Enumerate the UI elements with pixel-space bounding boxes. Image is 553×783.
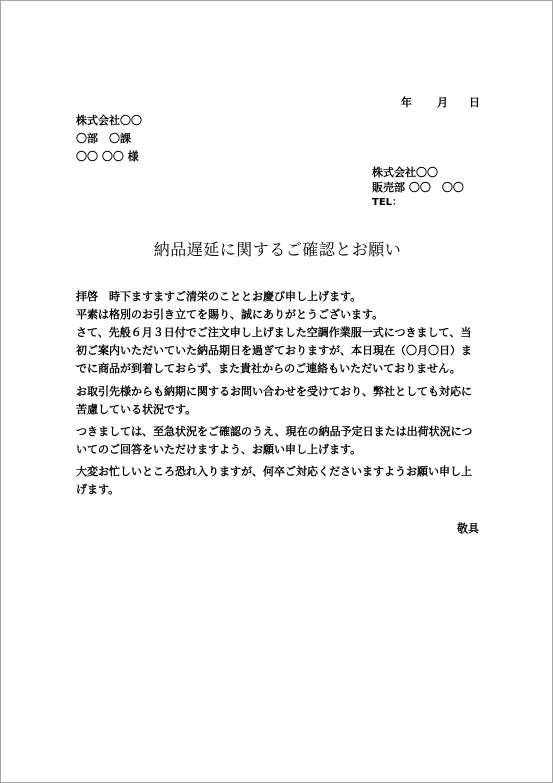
paragraph-line: 苦慮している状況です。: [76, 403, 197, 416]
paragraph-greeting: [76, 288, 486, 324]
paragraph-line: でに商品が到着しておらず、また貴社からのご連絡もいただいておりません。: [76, 362, 461, 375]
date-year: 年: [401, 96, 412, 109]
paragraph-closing-request: [76, 463, 486, 499]
recipient-department: 〇部 〇課: [76, 132, 131, 145]
paragraph-line: つきましては、至急状況をご確認のうえ、現在の納品予定日または出荷状況につ: [76, 425, 473, 438]
paragraph-line: お取引先様からも納期に関するお問い合わせを受けており、弊社としても対応に: [76, 385, 472, 398]
paragraph-main: [76, 324, 486, 378]
sender-tel: TEL：: [372, 197, 403, 208]
document-title: 納品遅延に関するご確認とお願い: [153, 240, 402, 259]
paragraph-inquiry: [76, 383, 486, 419]
date-month: 月: [437, 96, 448, 109]
recipient-company: 株式会社〇〇: [76, 114, 142, 127]
closing-word: 敬具: [457, 522, 479, 535]
paragraph-line: いてのご回答をいただけますよう、お願い申し上げます。: [76, 443, 362, 456]
date-day: 日: [469, 96, 480, 109]
recipient-name: 〇〇 〇〇 様: [76, 150, 139, 163]
paragraph-line: 拝啓 時下ますますご清栄のこととお慶び申し上げます。: [76, 290, 362, 303]
sender-department: 販売部 〇〇 〇〇: [372, 181, 464, 194]
paragraph-line: 大変お忙しいところ恐れ入りますが、何卒ご対応くださいますようお願い申し上: [76, 465, 472, 478]
paragraph-line: さて、先般６月３日付でご注文申し上げました空調作業服一式につきまして、当: [76, 326, 472, 339]
paragraph-line: 初ご案内いただいていた納品期日を過ぎておりますが、本日現在（〇月〇日）ま: [76, 344, 472, 357]
paragraph-line: 平素は格別のお引き立てを賜り、誠にありがとうございます。: [76, 308, 384, 321]
paragraph-request: [76, 423, 486, 459]
sender-company: 株式会社〇〇: [372, 166, 438, 179]
paragraph-line: げます。: [76, 483, 120, 496]
